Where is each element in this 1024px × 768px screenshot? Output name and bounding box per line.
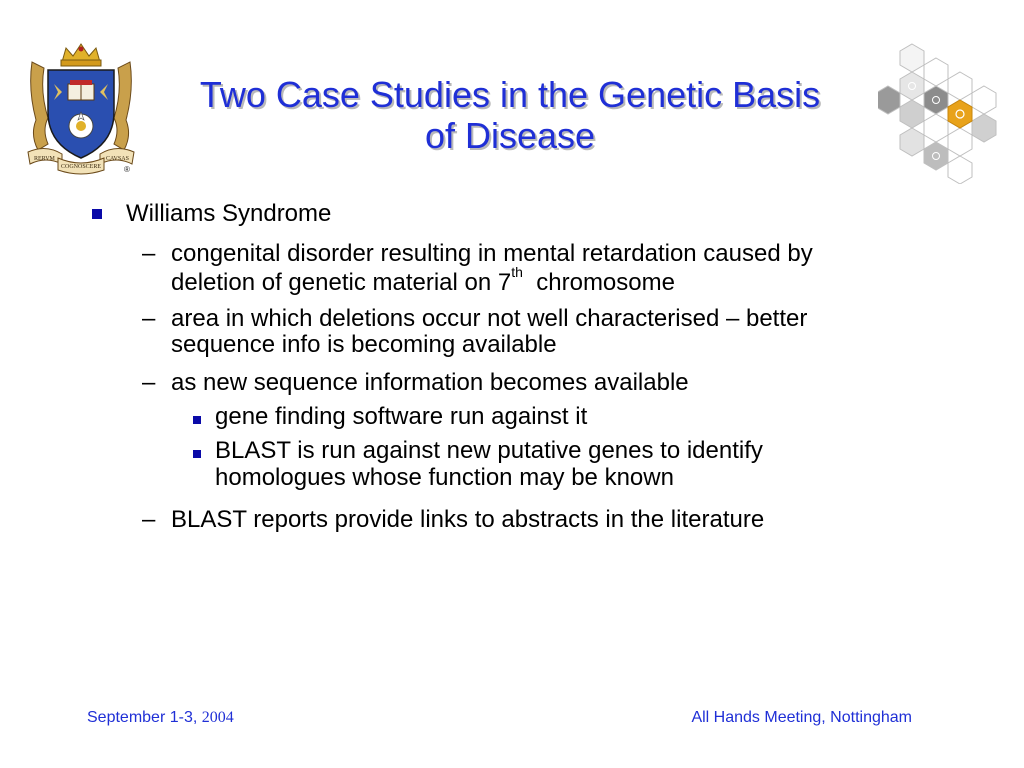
chromosome-text-a: deletion of genetic material on 7 (171, 269, 512, 296)
chromosome-text-b: chromosome (536, 269, 675, 296)
small-square-bullet-icon (193, 450, 201, 458)
sub-bullet-congenital-line2 (171, 264, 675, 297)
sub-sub-bullet-blast-line2: homologues whose function may be known (215, 464, 674, 491)
dash-marker: – (142, 369, 156, 396)
bullet-williams-syndrome: Williams Syndrome (126, 200, 332, 227)
small-square-bullet-icon (193, 416, 201, 424)
sub-bullet-blast-reports: BLAST reports provide links to abstracts in the literature (171, 506, 765, 533)
sub-bullet-deletions-line1: area in which deletions occur not well characterised – better (171, 305, 808, 332)
footer-year: 2004 (201, 709, 234, 726)
square-bullet-icon (92, 209, 102, 219)
dash-marker: – (142, 305, 156, 332)
dash-marker: – (142, 506, 156, 533)
dash-marker: – (142, 240, 156, 267)
motto-right-text: CAVSAS (106, 156, 129, 162)
title-line-2: of Disease (424, 115, 596, 156)
footer-date (87, 709, 234, 727)
sub-sub-bullet-blast-line1: BLAST is run against new putative genes to identify (215, 437, 763, 464)
footer-event: All Hands Meeting, Nottingham (691, 709, 912, 726)
title-line-1: Two Case Studies in the Genetic Basis (199, 74, 821, 115)
sub-sub-bullet-gene-finding: gene finding software run against it (215, 403, 588, 430)
motto-center-text: COGNOSCERE (60, 164, 102, 170)
sub-bullet-deletions-line2: sequence info is becoming available (171, 331, 557, 358)
motto-left-text: RERVM (34, 156, 55, 162)
sub-bullet-congenital-line1: congenital disorder resulting in mental retardation caused by (171, 240, 813, 267)
superscript-th: th (511, 264, 523, 280)
registered-mark: ® (124, 165, 130, 174)
sub-bullet-new-sequence: as new sequence information becomes available (171, 369, 689, 396)
footer-date-prefix: September 1-3, (87, 709, 198, 726)
